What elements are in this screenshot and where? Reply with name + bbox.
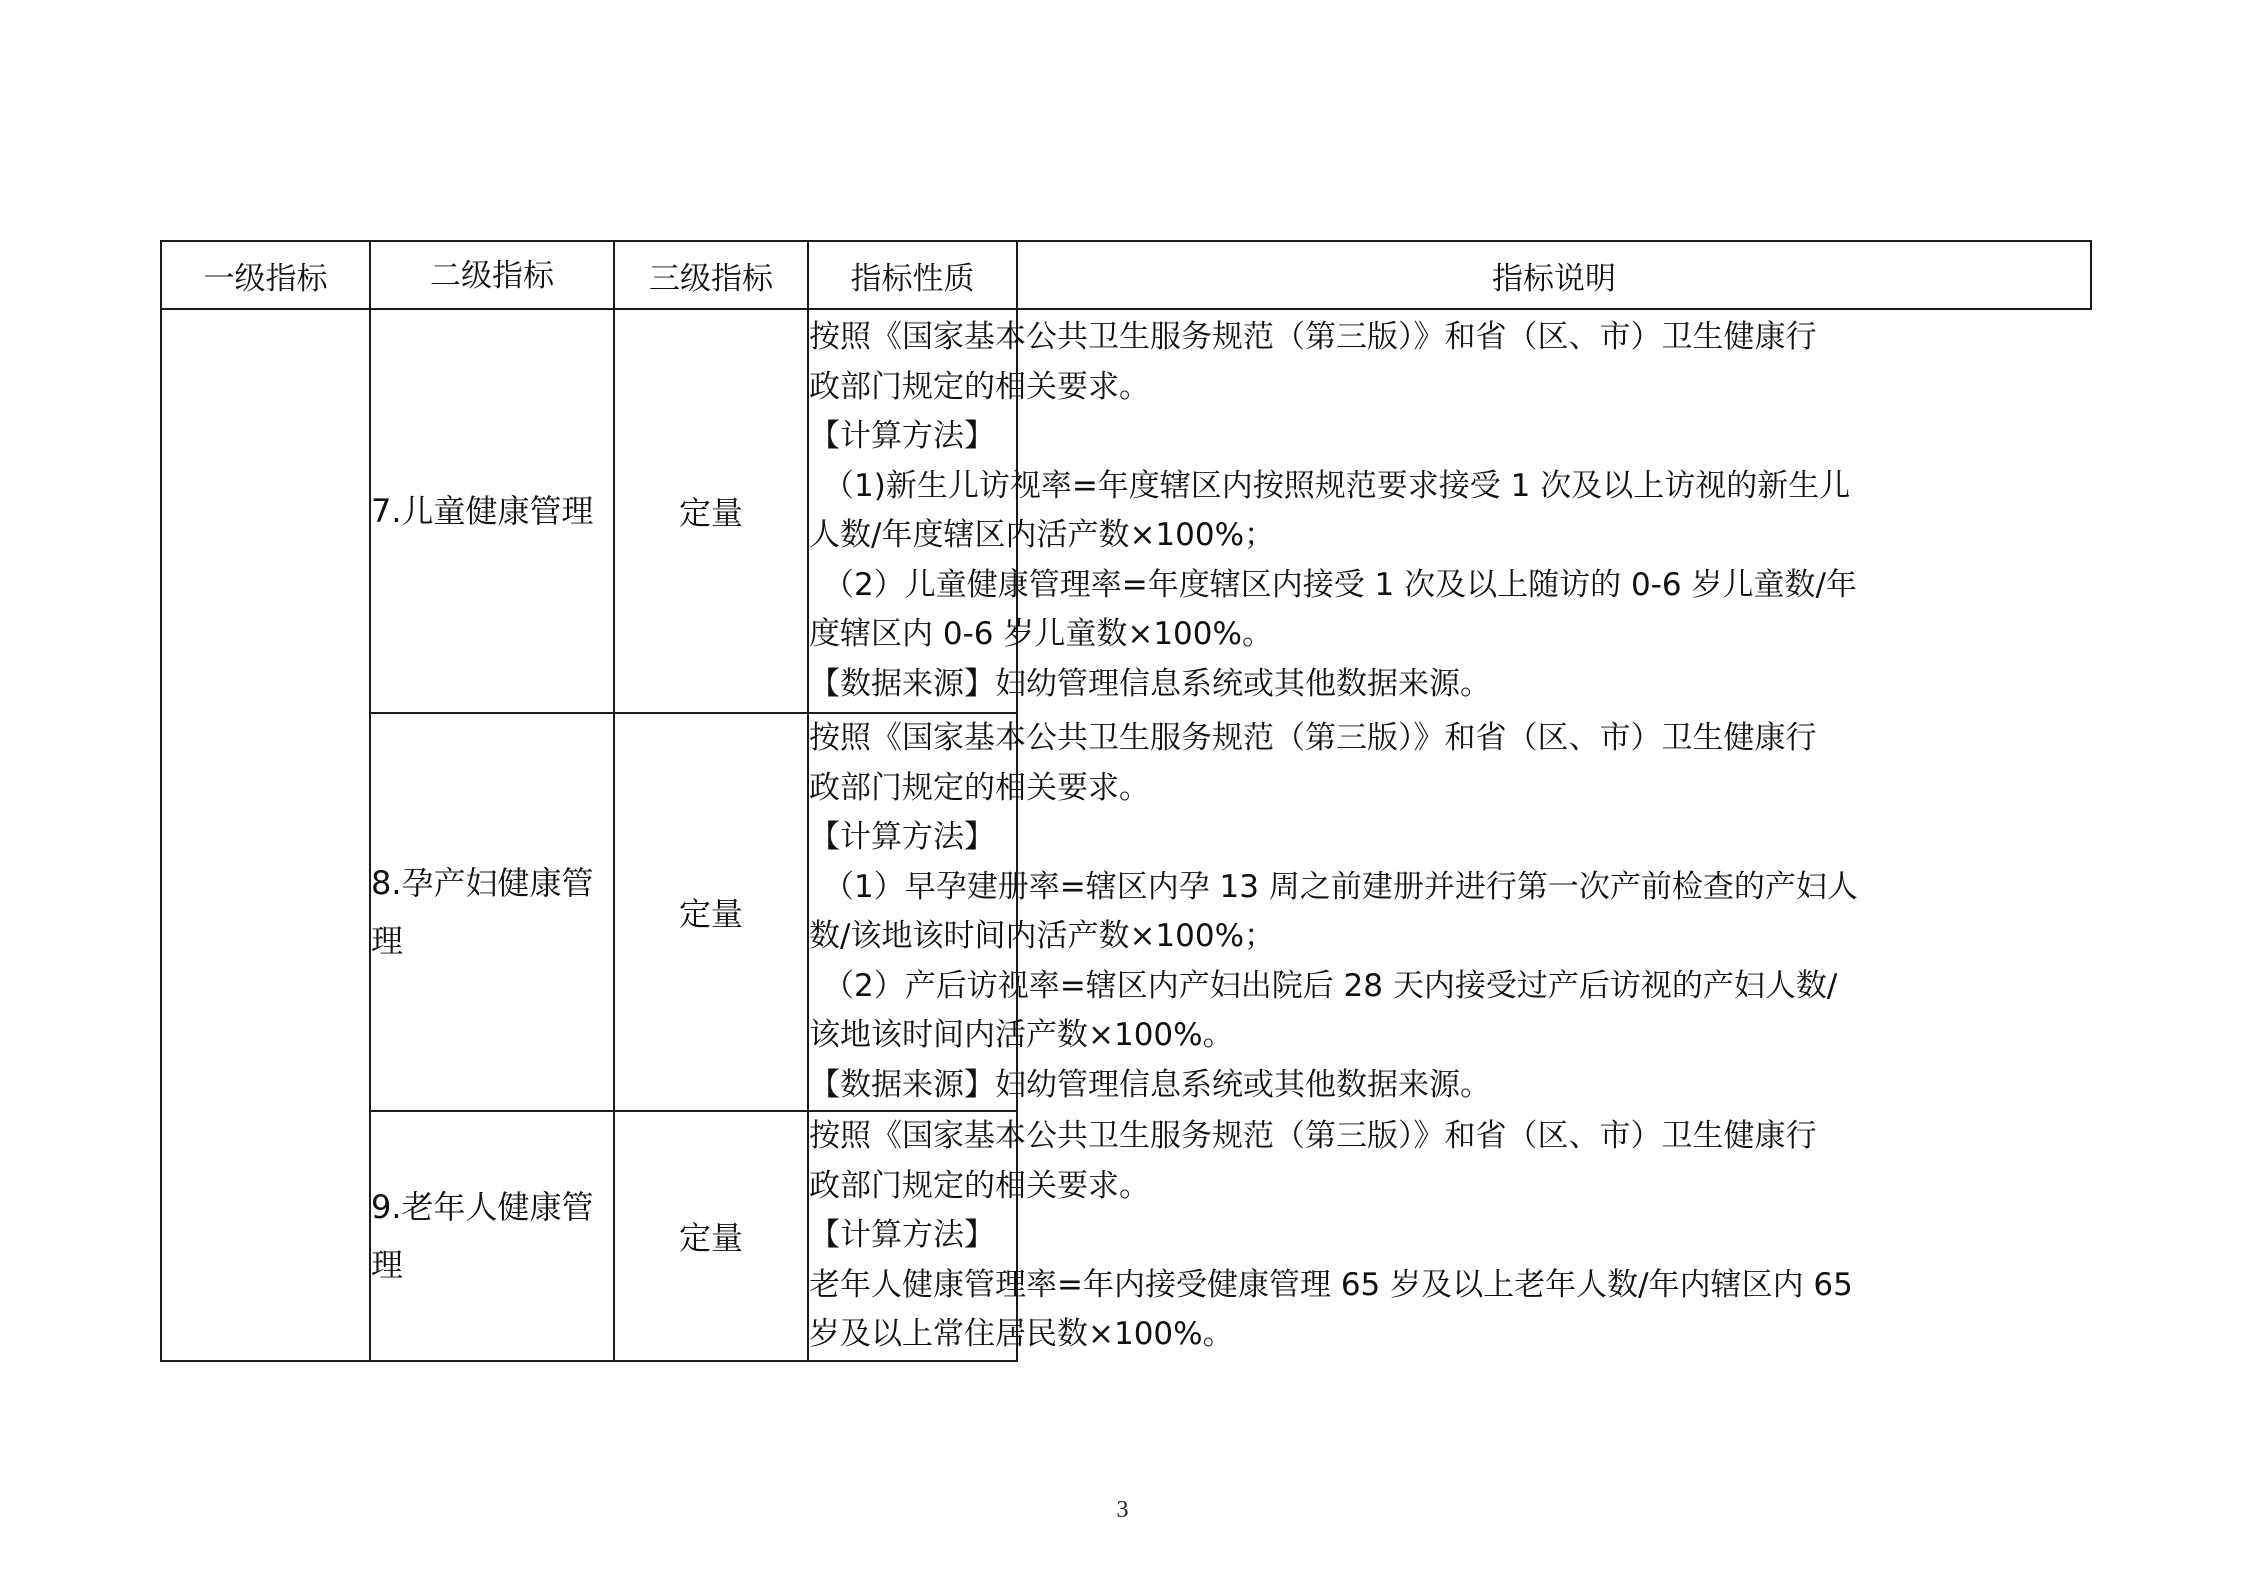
header-description: 指标说明 [1017, 241, 2091, 309]
description-line: 岁及以上常住居民数×100%。 [809, 1316, 1234, 1353]
header-nature: 指标性质 [808, 241, 1017, 309]
description-line: （1)新生儿访视率=年度辖区内按照规范要求接受 1 次及以上访视的新生儿 [823, 467, 1851, 504]
description-line: 【数据来源】妇幼管理信息系统或其他数据来源。 [809, 665, 1491, 702]
nature-cell: 定量 [614, 713, 808, 1111]
description-line: 按照《国家基本公共卫生服务规范（第三版）》和省（区、市）卫生健康行 [809, 1118, 1817, 1155]
description-cell [808, 713, 1858, 1111]
description-line: 【计算方法】 [809, 1217, 995, 1254]
description-line: 【计算方法】 [809, 418, 995, 454]
header-level2: 二级指标 [430, 258, 554, 294]
description-line: 政部门规定的相关要求。 [809, 769, 1150, 806]
nature-cell: 定量 [614, 309, 808, 713]
level3-cell: 8.孕产妇健康管理 [370, 713, 614, 1111]
description-line: 人数/年度辖区内活产数×100%； [809, 517, 1276, 553]
header-level3: 三级指标 [614, 241, 808, 309]
description-cell [808, 1111, 1853, 1361]
level3-cell: 9.老年人健康管理 [370, 1111, 614, 1361]
description-line: （1）早孕建册率=辖区内孕 13 周之前建册并进行第一次产前检查的产妇人 [823, 868, 1858, 905]
description-line: 老年人健康管理率=年内接受健康管理 65 岁及以上老年人数/年内辖区内 65 [809, 1266, 1853, 1303]
level1-cell [161, 309, 370, 1361]
nature-cell: 定量 [614, 1111, 808, 1361]
indicator-table [160, 240, 2092, 1362]
description-line: 政部门规定的相关要求。 [809, 1167, 1150, 1204]
description-line: 按照《国家基本公共卫生服务规范（第三版）》和省（区、市）卫生健康行 [809, 720, 1817, 756]
description-line: 数/该地该时间内活产数×100%； [809, 918, 1276, 954]
table-row [161, 713, 2091, 1111]
description-line: 【计算方法】 [809, 819, 995, 855]
description-line: 度辖区内 0-6 岁儿童数×100%。 [809, 616, 1273, 652]
table-header-row [161, 241, 2091, 309]
header-level1: 一级指标 [161, 241, 370, 309]
description-line: 【数据来源】妇幼管理信息系统或其他数据来源。 [809, 1066, 1491, 1103]
description-line: 该地该时间内活产数×100%。 [809, 1017, 1234, 1053]
table-row [161, 1111, 2091, 1361]
level3-cell: 7.儿童健康管理 [370, 309, 614, 713]
description-line: 按照《国家基本公共卫生服务规范（第三版）》和省（区、市）卫生健康行 [809, 319, 1817, 355]
description-cell [808, 309, 1857, 713]
page-number: 3 [1116, 1497, 1129, 1523]
description-line: （2）产后访视率=辖区内产妇出院后 28 天内接受过产后访视的产妇人数/ [823, 967, 1838, 1004]
level2-column [370, 241, 614, 309]
table-row [161, 309, 2091, 713]
description-line: 政部门规定的相关要求。 [809, 368, 1150, 405]
description-line: （2）儿童健康管理率=年度辖区内接受 1 次及以上随访的 0-6 岁儿童数/年 [823, 566, 1857, 603]
